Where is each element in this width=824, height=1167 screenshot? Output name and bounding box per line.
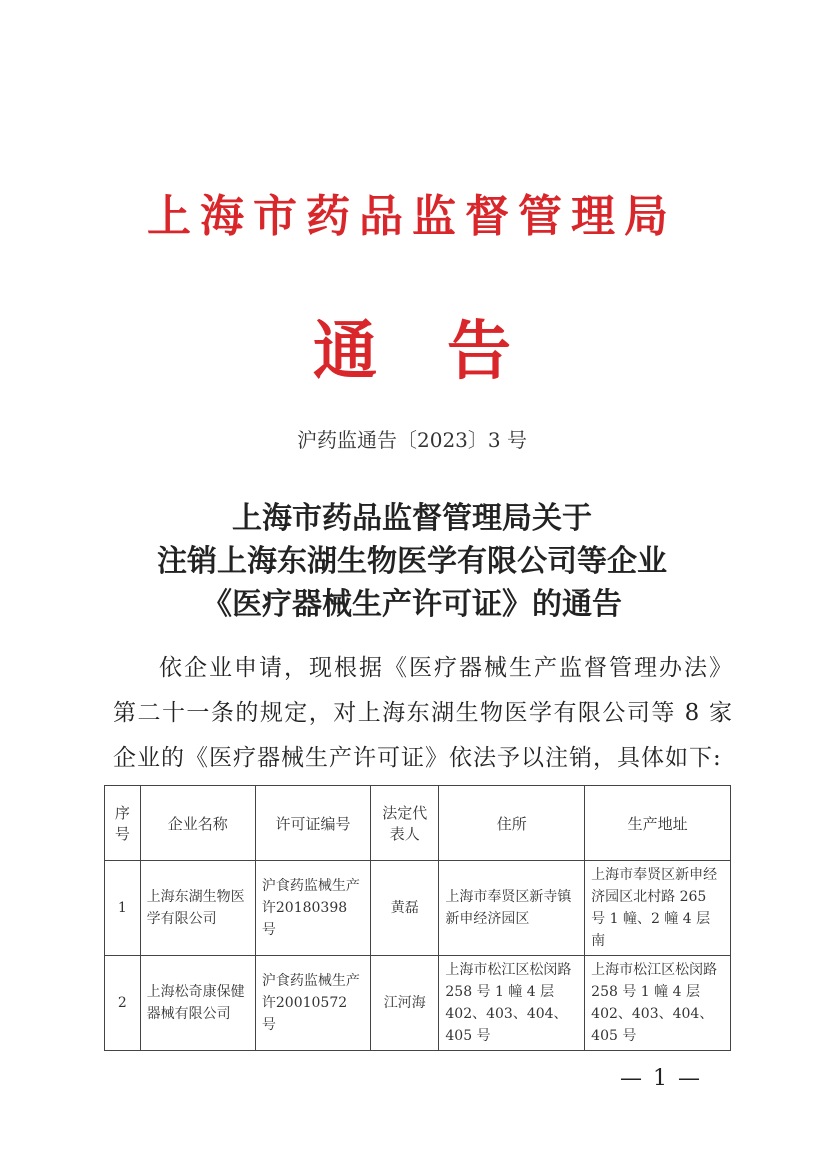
cell-address: 上海市松江区松闵路 258 号 1 幢 4 层 402、403、404、405 号 — [439, 956, 585, 1051]
cell-site: 上海市奉贤区新申经济园区北村路 265 号 1 幢、2 幢 4 层南 — [585, 861, 731, 956]
header-license: 许可证编号 — [255, 786, 370, 861]
notice-headline — [0, 497, 824, 626]
header-name: 企业名称 — [140, 786, 255, 861]
table-row — [105, 956, 731, 1051]
headline-line-1: 上海市药品监督管理局关于 — [232, 501, 592, 536]
cell-license: 沪食药监械生产许20180398 号 — [255, 861, 370, 956]
cell-name: 上海松奇康保健器械有限公司 — [140, 956, 255, 1051]
body-paragraph: 依企业申请，现根据《医疗器械生产监督管理办法》第二十一条的规定，对上海东湖生物医学有限公司等 8 家企业的《医疗器械生产许可证》依法予以注销，具体如下: — [113, 655, 733, 771]
header-address: 住所 — [439, 786, 585, 861]
cell-address: 上海市奉贤区新寺镇新申经济园区 — [439, 861, 585, 956]
license-table — [104, 785, 731, 1051]
cell-rep: 江河海 — [371, 956, 439, 1051]
headline-line-2: 注销上海东湖生物医学有限公司等企业 — [157, 544, 667, 579]
cell-name: 上海东湖生物医学有限公司 — [140, 861, 255, 956]
table-row — [105, 861, 731, 956]
issuing-organization: 上海市药品监督管理局 — [147, 191, 677, 242]
cell-seq: 1 — [105, 861, 141, 956]
header-rep: 法定代表人 — [371, 786, 439, 861]
cell-seq: 2 — [105, 956, 141, 1051]
header-seq: 序号 — [105, 786, 141, 861]
cell-rep: 黄磊 — [371, 861, 439, 956]
document-number: 沪药监通告〔2023〕3 号 — [297, 428, 527, 452]
notice-title: 通告 — [313, 314, 581, 389]
headline-line-3: 《医疗器械生产许可证》的通告 — [202, 587, 622, 622]
cell-license: 沪食药监械生产许20010572 号 — [255, 956, 370, 1051]
cell-site: 上海市松江区松闵路 258 号 1 幢 4 层 402、403、404、405 号 — [585, 956, 731, 1051]
header-site: 生产地址 — [585, 786, 731, 861]
page-number: — 1 — — [620, 1066, 702, 1091]
table-header-row — [105, 786, 731, 861]
